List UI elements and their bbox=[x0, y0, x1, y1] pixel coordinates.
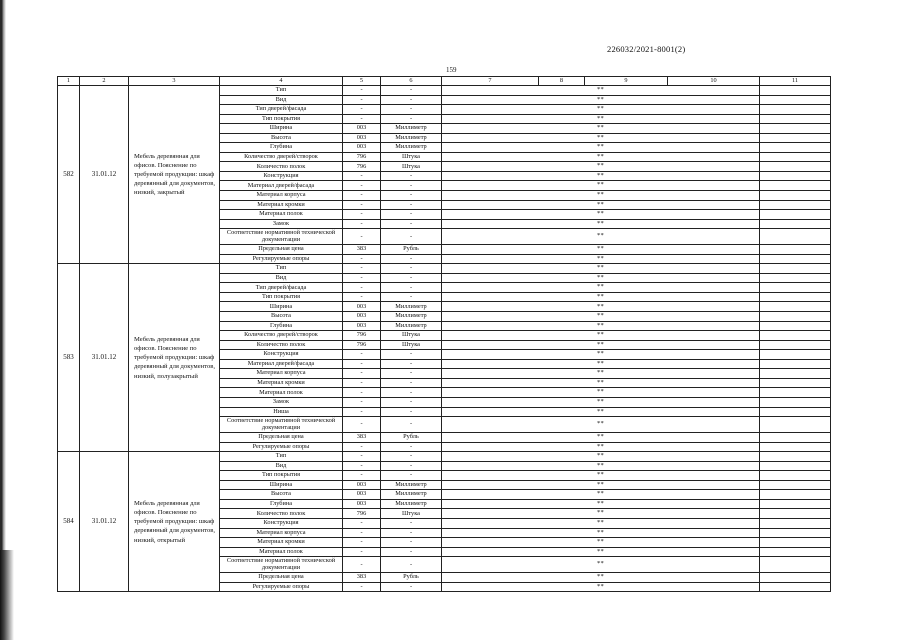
characteristic-name: Количество дверей/створок bbox=[220, 331, 343, 341]
characteristic-value: ** bbox=[442, 219, 760, 229]
unit-name: Штука bbox=[381, 340, 442, 350]
characteristic-value: ** bbox=[442, 340, 760, 350]
characteristic-name: Регулируемые опоры bbox=[220, 442, 343, 452]
characteristic-name: Предельная цена bbox=[220, 573, 343, 583]
blank-cell bbox=[760, 210, 831, 220]
characteristic-value: ** bbox=[442, 471, 760, 481]
characteristic-value: ** bbox=[442, 200, 760, 210]
unit-code: 003 bbox=[343, 480, 381, 490]
blank-cell bbox=[760, 442, 831, 452]
unit-code: 003 bbox=[343, 302, 381, 312]
unit-code: 796 bbox=[343, 509, 381, 519]
blank-cell bbox=[760, 528, 831, 538]
characteristic-value: ** bbox=[442, 331, 760, 341]
entry-name: Мебель деревянная для офисов. Пояснение по требуемой продукции: шкаф деревянный для документов, низкий, открытый bbox=[129, 452, 220, 592]
unit-code: - bbox=[343, 350, 381, 360]
column-header: 3 bbox=[129, 77, 220, 86]
blank-cell bbox=[760, 582, 831, 592]
characteristic-name: Материал полок bbox=[220, 547, 343, 557]
entry-code: 31.01.12 bbox=[80, 86, 129, 264]
characteristic-name: Глубина bbox=[220, 143, 343, 153]
unit-name: Штука bbox=[381, 331, 442, 341]
characteristic-value: ** bbox=[442, 245, 760, 255]
characteristic-value: ** bbox=[442, 417, 760, 433]
unit-code: 003 bbox=[343, 499, 381, 509]
blank-cell bbox=[760, 480, 831, 490]
unit-code: - bbox=[343, 210, 381, 220]
unit-name: - bbox=[381, 229, 442, 245]
characteristic-name: Высота bbox=[220, 490, 343, 500]
blank-cell bbox=[760, 461, 831, 471]
characteristic-value: ** bbox=[442, 397, 760, 407]
unit-code: - bbox=[343, 518, 381, 528]
unit-name: - bbox=[381, 442, 442, 452]
characteristic-value: ** bbox=[442, 312, 760, 322]
unit-name: - bbox=[381, 219, 442, 229]
characteristic-value: ** bbox=[442, 124, 760, 134]
unit-code: - bbox=[343, 254, 381, 264]
unit-name: - bbox=[381, 105, 442, 115]
entry-number: 583 bbox=[58, 264, 80, 452]
characteristic-value: ** bbox=[442, 95, 760, 105]
unit-name: - bbox=[381, 359, 442, 369]
characteristic-name: Количество полок bbox=[220, 162, 343, 172]
header-row bbox=[58, 77, 831, 86]
unit-code: - bbox=[343, 369, 381, 379]
characteristic-name: Регулируемые опоры bbox=[220, 254, 343, 264]
characteristic-name: Тип bbox=[220, 452, 343, 462]
unit-code: - bbox=[343, 582, 381, 592]
characteristic-value: ** bbox=[442, 452, 760, 462]
unit-name: - bbox=[381, 547, 442, 557]
characteristic-name: Материал дверей/фасада bbox=[220, 181, 343, 191]
blank-cell bbox=[760, 181, 831, 191]
characteristic-name: Материал корпуса bbox=[220, 369, 343, 379]
characteristic-name: Замок bbox=[220, 219, 343, 229]
register-table bbox=[57, 76, 831, 592]
characteristic-value: ** bbox=[442, 302, 760, 312]
unit-name: - bbox=[381, 518, 442, 528]
characteristic-name: Соответствие нормативной технической документации bbox=[220, 557, 343, 573]
characteristic-value: ** bbox=[442, 181, 760, 191]
blank-cell bbox=[760, 407, 831, 417]
characteristic-name: Вид bbox=[220, 273, 343, 283]
characteristic-name: Материал кромки bbox=[220, 538, 343, 548]
unit-name: Миллиметр bbox=[381, 133, 442, 143]
characteristic-value: ** bbox=[442, 509, 760, 519]
unit-name: - bbox=[381, 407, 442, 417]
unit-name: Миллиметр bbox=[381, 480, 442, 490]
characteristic-name: Глубина bbox=[220, 499, 343, 509]
unit-code: 003 bbox=[343, 133, 381, 143]
unit-name: Рубль bbox=[381, 433, 442, 443]
unit-name: - bbox=[381, 582, 442, 592]
column-header: 8 bbox=[539, 77, 585, 86]
characteristic-name: Замок bbox=[220, 397, 343, 407]
blank-cell bbox=[760, 538, 831, 548]
characteristic-name: Вид bbox=[220, 461, 343, 471]
characteristic-name: Высота bbox=[220, 133, 343, 143]
entry-name: Мебель деревянная для офисов. Пояснение по требуемой продукции: шкаф деревянный для документов, низкий, закрытый bbox=[129, 86, 220, 264]
unit-code: - bbox=[343, 359, 381, 369]
unit-name: Миллиметр bbox=[381, 302, 442, 312]
characteristic-name: Глубина bbox=[220, 321, 343, 331]
characteristic-value: ** bbox=[442, 433, 760, 443]
blank-cell bbox=[760, 557, 831, 573]
entry-code: 31.01.12 bbox=[80, 452, 129, 592]
unit-code: 383 bbox=[343, 245, 381, 255]
blank-cell bbox=[760, 573, 831, 583]
characteristic-name: Тип дверей/фасада bbox=[220, 283, 343, 293]
document-id: 226032/2021-8001(2) bbox=[607, 44, 686, 54]
column-header: 5 bbox=[343, 77, 381, 86]
unit-code: - bbox=[343, 388, 381, 398]
unit-code: - bbox=[343, 557, 381, 573]
unit-code: 003 bbox=[343, 143, 381, 153]
characteristic-row bbox=[58, 264, 831, 274]
characteristic-value: ** bbox=[442, 283, 760, 293]
characteristic-value: ** bbox=[442, 557, 760, 573]
characteristic-value: ** bbox=[442, 254, 760, 264]
unit-code: - bbox=[343, 461, 381, 471]
blank-cell bbox=[760, 124, 831, 134]
unit-name: Штука bbox=[381, 509, 442, 519]
unit-name: - bbox=[381, 254, 442, 264]
characteristic-row bbox=[58, 86, 831, 96]
characteristic-name: Материал корпуса bbox=[220, 528, 343, 538]
unit-code: - bbox=[343, 452, 381, 462]
characteristic-value: ** bbox=[442, 143, 760, 153]
characteristic-value: ** bbox=[442, 350, 760, 360]
unit-name: Миллиметр bbox=[381, 490, 442, 500]
unit-code: - bbox=[343, 407, 381, 417]
unit-name: - bbox=[381, 283, 442, 293]
characteristic-name: Высота bbox=[220, 312, 343, 322]
unit-code: - bbox=[343, 200, 381, 210]
characteristic-value: ** bbox=[442, 86, 760, 96]
characteristic-value: ** bbox=[442, 490, 760, 500]
unit-name: Миллиметр bbox=[381, 124, 442, 134]
unit-code: - bbox=[343, 86, 381, 96]
entry-number: 584 bbox=[58, 452, 80, 592]
blank-cell bbox=[760, 359, 831, 369]
characteristic-row bbox=[58, 452, 831, 462]
blank-cell bbox=[760, 378, 831, 388]
unit-name: - bbox=[381, 181, 442, 191]
characteristic-name: Тип покрытия bbox=[220, 471, 343, 481]
unit-code: 796 bbox=[343, 340, 381, 350]
characteristic-value: ** bbox=[442, 528, 760, 538]
unit-name: Штука bbox=[381, 162, 442, 172]
characteristic-name: Материал корпуса bbox=[220, 191, 343, 201]
unit-code: - bbox=[343, 442, 381, 452]
unit-code: - bbox=[343, 105, 381, 115]
unit-code: 796 bbox=[343, 162, 381, 172]
characteristic-name: Материал полок bbox=[220, 388, 343, 398]
unit-name: Рубль bbox=[381, 245, 442, 255]
blank-cell bbox=[760, 350, 831, 360]
blank-cell bbox=[760, 86, 831, 96]
characteristic-value: ** bbox=[442, 273, 760, 283]
column-header: 6 bbox=[381, 77, 442, 86]
blank-cell bbox=[760, 133, 831, 143]
characteristic-value: ** bbox=[442, 229, 760, 245]
characteristic-value: ** bbox=[442, 480, 760, 490]
characteristic-value: ** bbox=[442, 407, 760, 417]
column-header: 9 bbox=[585, 77, 668, 86]
unit-name: Штука bbox=[381, 152, 442, 162]
unit-code: - bbox=[343, 264, 381, 274]
blank-cell bbox=[760, 499, 831, 509]
unit-name: - bbox=[381, 538, 442, 548]
characteristic-value: ** bbox=[442, 210, 760, 220]
characteristic-name: Тип покрытия bbox=[220, 292, 343, 302]
unit-code: - bbox=[343, 229, 381, 245]
column-header: 4 bbox=[220, 77, 343, 86]
unit-code: - bbox=[343, 397, 381, 407]
characteristic-value: ** bbox=[442, 359, 760, 369]
characteristic-value: ** bbox=[442, 171, 760, 181]
characteristic-value: ** bbox=[442, 264, 760, 274]
entry-name: Мебель деревянная для офисов. Пояснение по требуемой продукции: шкаф деревянный для документов, низкий, полузакрытый bbox=[129, 264, 220, 452]
unit-name: - bbox=[381, 471, 442, 481]
unit-name: - bbox=[381, 528, 442, 538]
characteristic-name: Тип дверей/фасада bbox=[220, 105, 343, 115]
unit-name: - bbox=[381, 95, 442, 105]
blank-cell bbox=[760, 254, 831, 264]
characteristic-name: Конструкция bbox=[220, 171, 343, 181]
unit-code: - bbox=[343, 417, 381, 433]
blank-cell bbox=[760, 417, 831, 433]
characteristic-value: ** bbox=[442, 582, 760, 592]
column-header: 1 bbox=[58, 77, 80, 86]
blank-cell bbox=[760, 219, 831, 229]
characteristic-name: Соответствие нормативной технической документации bbox=[220, 417, 343, 433]
unit-code: - bbox=[343, 283, 381, 293]
characteristic-value: ** bbox=[442, 105, 760, 115]
characteristic-value: ** bbox=[442, 369, 760, 379]
unit-code: 003 bbox=[343, 490, 381, 500]
unit-name: - bbox=[381, 350, 442, 360]
characteristic-value: ** bbox=[442, 547, 760, 557]
characteristic-name: Ширина bbox=[220, 480, 343, 490]
unit-name: - bbox=[381, 264, 442, 274]
characteristic-name: Количество дверей/створок bbox=[220, 152, 343, 162]
blank-cell bbox=[760, 273, 831, 283]
unit-name: - bbox=[381, 191, 442, 201]
blank-cell bbox=[760, 331, 831, 341]
unit-name: Миллиметр bbox=[381, 499, 442, 509]
characteristic-name: Материал кромки bbox=[220, 378, 343, 388]
unit-code: - bbox=[343, 95, 381, 105]
blank-cell bbox=[760, 312, 831, 322]
unit-code: - bbox=[343, 292, 381, 302]
blank-cell bbox=[760, 340, 831, 350]
characteristic-value: ** bbox=[442, 378, 760, 388]
characteristic-name: Тип покрытия bbox=[220, 114, 343, 124]
characteristic-value: ** bbox=[442, 518, 760, 528]
unit-code: - bbox=[343, 191, 381, 201]
blank-cell bbox=[760, 283, 831, 293]
blank-cell bbox=[760, 547, 831, 557]
register-table-container bbox=[0, 76, 905, 596]
blank-cell bbox=[760, 114, 831, 124]
blank-cell bbox=[760, 245, 831, 255]
characteristic-name: Количество полок bbox=[220, 509, 343, 519]
unit-name: - bbox=[381, 210, 442, 220]
characteristic-name: Тип bbox=[220, 264, 343, 274]
unit-name: - bbox=[381, 86, 442, 96]
unit-name: - bbox=[381, 200, 442, 210]
unit-code: 003 bbox=[343, 124, 381, 134]
characteristic-name: Регулируемые опоры bbox=[220, 582, 343, 592]
characteristic-name: Конструкция bbox=[220, 518, 343, 528]
unit-code: 003 bbox=[343, 321, 381, 331]
blank-cell bbox=[760, 200, 831, 210]
unit-name: - bbox=[381, 557, 442, 573]
column-header: 11 bbox=[760, 77, 831, 86]
blank-cell bbox=[760, 509, 831, 519]
characteristic-name: Вид bbox=[220, 95, 343, 105]
characteristic-value: ** bbox=[442, 499, 760, 509]
unit-code: - bbox=[343, 538, 381, 548]
unit-name: - bbox=[381, 273, 442, 283]
characteristic-value: ** bbox=[442, 461, 760, 471]
characteristic-name: Ниша bbox=[220, 407, 343, 417]
characteristic-value: ** bbox=[442, 442, 760, 452]
characteristic-value: ** bbox=[442, 133, 760, 143]
unit-code: - bbox=[343, 471, 381, 481]
blank-cell bbox=[760, 292, 831, 302]
unit-name: - bbox=[381, 397, 442, 407]
column-header: 2 bbox=[80, 77, 129, 86]
unit-name: - bbox=[381, 292, 442, 302]
characteristic-name: Предельная цена bbox=[220, 245, 343, 255]
entry-code: 31.01.12 bbox=[80, 264, 129, 452]
characteristic-value: ** bbox=[442, 292, 760, 302]
column-header: 10 bbox=[668, 77, 760, 86]
unit-code: 796 bbox=[343, 152, 381, 162]
blank-cell bbox=[760, 397, 831, 407]
unit-code: - bbox=[343, 547, 381, 557]
blank-cell bbox=[760, 452, 831, 462]
blank-cell bbox=[760, 264, 831, 274]
unit-name: Миллиметр bbox=[381, 143, 442, 153]
characteristic-name: Соответствие нормативной технической документации bbox=[220, 229, 343, 245]
characteristic-name: Материал полок bbox=[220, 210, 343, 220]
unit-code: - bbox=[343, 114, 381, 124]
blank-cell bbox=[760, 229, 831, 245]
unit-name: Миллиметр bbox=[381, 321, 442, 331]
unit-code: - bbox=[343, 528, 381, 538]
unit-name: - bbox=[381, 378, 442, 388]
page-number: 159 bbox=[446, 66, 457, 74]
characteristic-name: Тип bbox=[220, 86, 343, 96]
unit-name: - bbox=[381, 388, 442, 398]
unit-code: 383 bbox=[343, 433, 381, 443]
characteristic-value: ** bbox=[442, 114, 760, 124]
unit-name: - bbox=[381, 452, 442, 462]
blank-cell bbox=[760, 369, 831, 379]
blank-cell bbox=[760, 302, 831, 312]
unit-code: - bbox=[343, 273, 381, 283]
characteristic-value: ** bbox=[442, 321, 760, 331]
unit-code: - bbox=[343, 171, 381, 181]
characteristic-name: Количество полок bbox=[220, 340, 343, 350]
characteristic-value: ** bbox=[442, 573, 760, 583]
unit-code: - bbox=[343, 219, 381, 229]
characteristic-value: ** bbox=[442, 162, 760, 172]
characteristic-value: ** bbox=[442, 191, 760, 201]
characteristic-name: Ширина bbox=[220, 124, 343, 134]
unit-name: - bbox=[381, 461, 442, 471]
blank-cell bbox=[760, 162, 831, 172]
characteristic-value: ** bbox=[442, 538, 760, 548]
unit-name: - bbox=[381, 114, 442, 124]
blank-cell bbox=[760, 171, 831, 181]
characteristic-name: Конструкция bbox=[220, 350, 343, 360]
entry-number: 582 bbox=[58, 86, 80, 264]
blank-cell bbox=[760, 95, 831, 105]
unit-name: Рубль bbox=[381, 573, 442, 583]
blank-cell bbox=[760, 105, 831, 115]
characteristic-name: Предельная цена bbox=[220, 433, 343, 443]
unit-name: - bbox=[381, 171, 442, 181]
blank-cell bbox=[760, 321, 831, 331]
unit-name: - bbox=[381, 417, 442, 433]
blank-cell bbox=[760, 152, 831, 162]
unit-name: - bbox=[381, 369, 442, 379]
column-header: 7 bbox=[442, 77, 539, 86]
blank-cell bbox=[760, 143, 831, 153]
blank-cell bbox=[760, 490, 831, 500]
blank-cell bbox=[760, 191, 831, 201]
blank-cell bbox=[760, 388, 831, 398]
blank-cell bbox=[760, 518, 831, 528]
characteristic-name: Материал кромки bbox=[220, 200, 343, 210]
characteristic-value: ** bbox=[442, 388, 760, 398]
unit-code: 003 bbox=[343, 312, 381, 322]
unit-code: 796 bbox=[343, 331, 381, 341]
blank-cell bbox=[760, 433, 831, 443]
blank-cell bbox=[760, 471, 831, 481]
unit-code: - bbox=[343, 181, 381, 191]
characteristic-name: Материал дверей/фасада bbox=[220, 359, 343, 369]
characteristic-name: Ширина bbox=[220, 302, 343, 312]
characteristic-value: ** bbox=[442, 152, 760, 162]
unit-code: - bbox=[343, 378, 381, 388]
unit-code: 383 bbox=[343, 573, 381, 583]
unit-name: Миллиметр bbox=[381, 312, 442, 322]
